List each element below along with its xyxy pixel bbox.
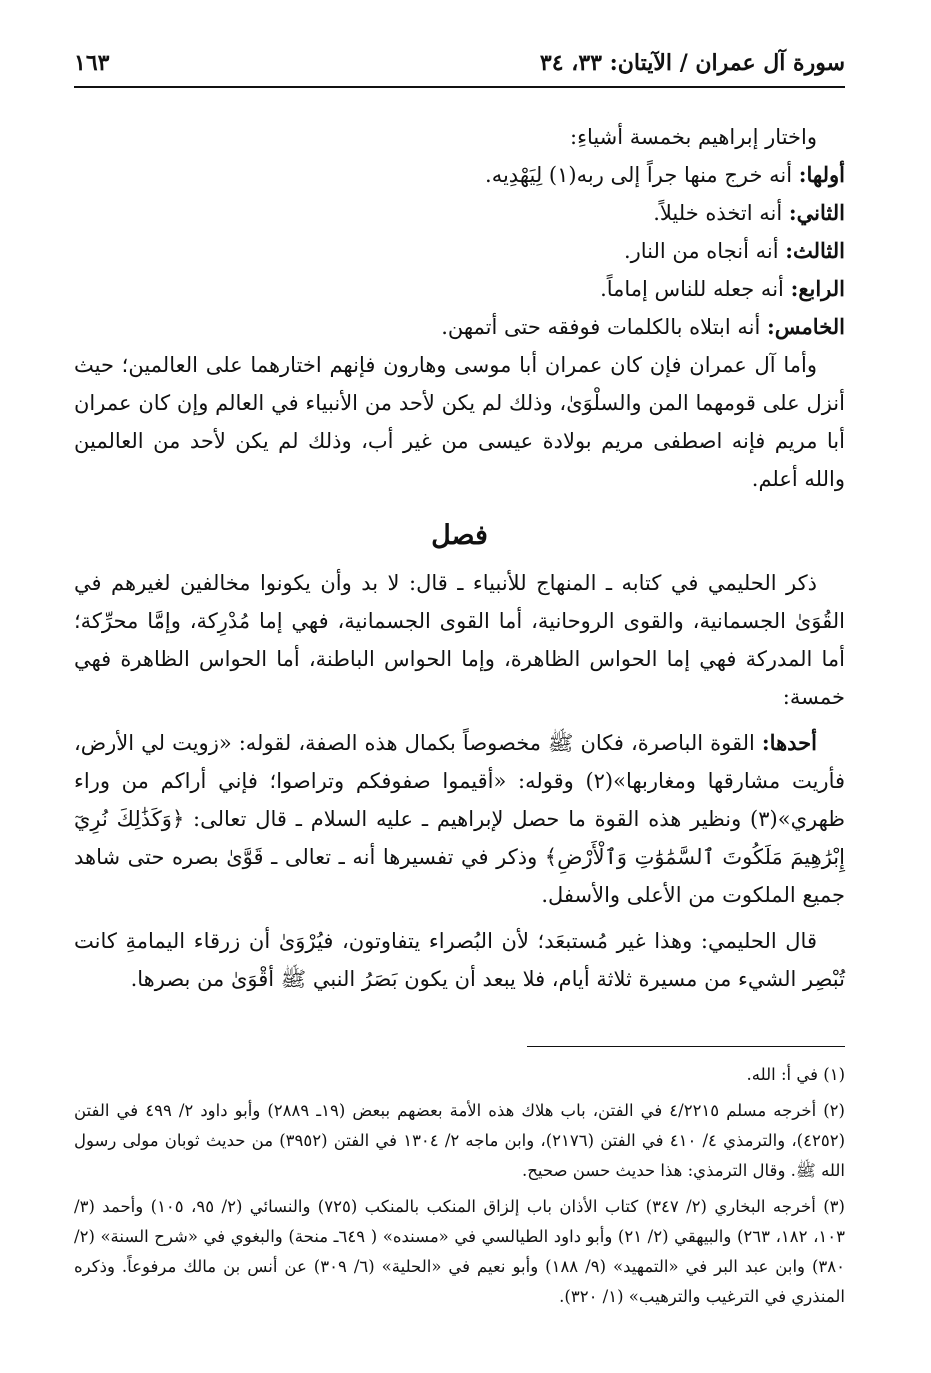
- footnote-text: أخرجه البخاري (٢/ ٣٤٧) كتاب الأذان باب إلزاق المنكب بالمنكب (٧٢٥) والنسائي (٢/ ٩٥، ١٠٥) وأحمد (٣/ ١٠٣، ١٨٢، ٢٦٣) والبيهقي (٢/ ٢١) وأبو داود الطيالسي في «مسنده» ( ٦٤٩ـ منحة) والبغوي في «شرح السنة» (٢/ ٣٨٠) وابن عبد البر في «التمهيد» (٩/ ١٨٨) وأبو نعيم في «الحلية» (٦/ ٣٠٩) عن أنس بن مالك مرفوعاً. وذكره المنذري في الترغيب والترهيب» (١/ ٣٢٠).: [74, 1197, 846, 1306]
- list-item-text: أنه أنجاه من النار.: [623, 239, 779, 263]
- paragraph-al-imran: وأما آل عمران فإن كان عمران أبا موسى وهارون فإنهم اختارهما على العالمين؛ حيث أنزل على قومهما المن والسلْوَىٰ، وذلك لم يكن لأحد من الأنبياء في العالم وإن كان عمران أبا مريم فإنه اصطفى مريم بولادة عيسى من غير أب، وذلك لم يكن لأحد من العالمين والله أعلم.: [74, 353, 845, 491]
- list-item-text: أنه جعله للناس إماماً.: [600, 277, 784, 301]
- footnotes: [74, 1060, 845, 1318]
- paragraph-zarqa: قال الحليمي: وهذا غير مُستبعَد؛ لأن البُصراء يتفاوتون، فيُرْوَىٰ أن زرقاء اليمامةِ كانت تُبْصِر الشيء من مسيرة ثلاثة أيام، فلا يبعد أن يكون بَصَرُ النبي ﷺ أقْوَىٰ من بصرها.: [74, 929, 845, 991]
- section-heading: فصل: [431, 520, 488, 551]
- footnote-number: (٢): [823, 1101, 845, 1120]
- running-header-title: سورة آل عمران / الآيتان: ٣٣، ٣٤: [539, 50, 845, 76]
- paragraph-first-sense: [74, 724, 845, 914]
- list-item-text: أنه خرج منها جراً إلى ربه(١) لِيَهْدِيه.: [485, 163, 793, 187]
- list-item-label: أولها:: [798, 162, 845, 187]
- list-item-label: الخامس:: [767, 314, 845, 339]
- list-item-label: الثاني:: [788, 200, 845, 225]
- footnote-divider: [527, 1046, 845, 1047]
- footnote-number: (٣): [823, 1197, 845, 1216]
- running-header: [74, 42, 845, 88]
- footnote-1: [74, 1060, 845, 1090]
- main-text: [74, 118, 845, 998]
- paragraph-halimi: ذكر الحليمي في كتابه ـ المنهاج للأنبياء ـ قال: لا بد وأن يكونوا مخالفين لغيرهم في القُوَىٰ الجسمانية، والقوى الروحانية، أما القوى الجسمانية، فهي إما مُدْرِكة، وإمَّا محرِّكة؛ أما المدركة فهي إما الحواس الظاهرة، وإما الحواس الباطنة، أما الحواس الظاهرة فهي خمسة:: [74, 571, 845, 709]
- first-sense-text: القوة الباصرة، فكان ﷺ مخصوصاً بكمال هذه الصفة، لقوله: «زويت لي الأرض، فأريت مشارقها ومغاربها»(٢) وقوله: «أقيموا صفوفكم وتراصوا؛ فإني أراكم من وراء ظهري»(٣) ونظير هذه القوة ما حصل لإبراهيم ـ عليه السلام ـ قال تعالى: ﴿وَكَذَٰلِكَ نُرِيٓ إِبْرَٰهِيمَ مَلَكُوتَ ٱلسَّمَٰوَٰتِ وَٱلْأَرْضِ﴾ وذكر في تفسيرها أنه ـ تعالى ـ قَوَّىٰ بصره حتى شاهد جميع الملكوت من الأعلى والأسفل.: [74, 731, 846, 907]
- list-item-fourth: [74, 270, 845, 308]
- footnote-3: [74, 1192, 845, 1312]
- intro-line: واختار إبراهيم بخمسة أشياءِ:: [570, 125, 817, 149]
- list-item-second: [74, 194, 845, 232]
- footnote-text: أخرجه مسلم ٤/٢٢١٥ في الفتن، باب هلاك هذه الأمة بعضهم ببعض (١٩ـ ٢٨٨٩) وأبو داود ٢/ ٤٩٩ في الفتن (٤٢٥٢)، والترمذي ٤/ ٤١٠ في الفتن (٢١٧٦)، وابن ماجه ٢/ ١٣٠٤ في الفتن (٣٩٥٢) من حديث ثوبان مولى رسول الله ﷺ. وقال الترمذي: هذا حديث حسن صحيح.: [74, 1101, 845, 1180]
- list-item-fifth: [74, 308, 845, 346]
- first-sense-label: أحدها:: [761, 730, 817, 755]
- page-number: ١٦٣: [74, 50, 110, 76]
- footnote-text: في أ: الله.: [746, 1065, 818, 1084]
- list-item-text: أنه اتخذه خليلاً.: [653, 201, 783, 225]
- list-item-text: أنه ابتلاه بالكلمات فوفقه حتى أتمهن.: [441, 315, 761, 339]
- list-item-label: الثالث:: [785, 238, 845, 263]
- footnote-2: [74, 1096, 845, 1186]
- list-item-first: [74, 156, 845, 194]
- list-item-third: [74, 232, 845, 270]
- footnote-number: (١): [823, 1065, 845, 1084]
- list-item-label: الرابع:: [790, 276, 845, 301]
